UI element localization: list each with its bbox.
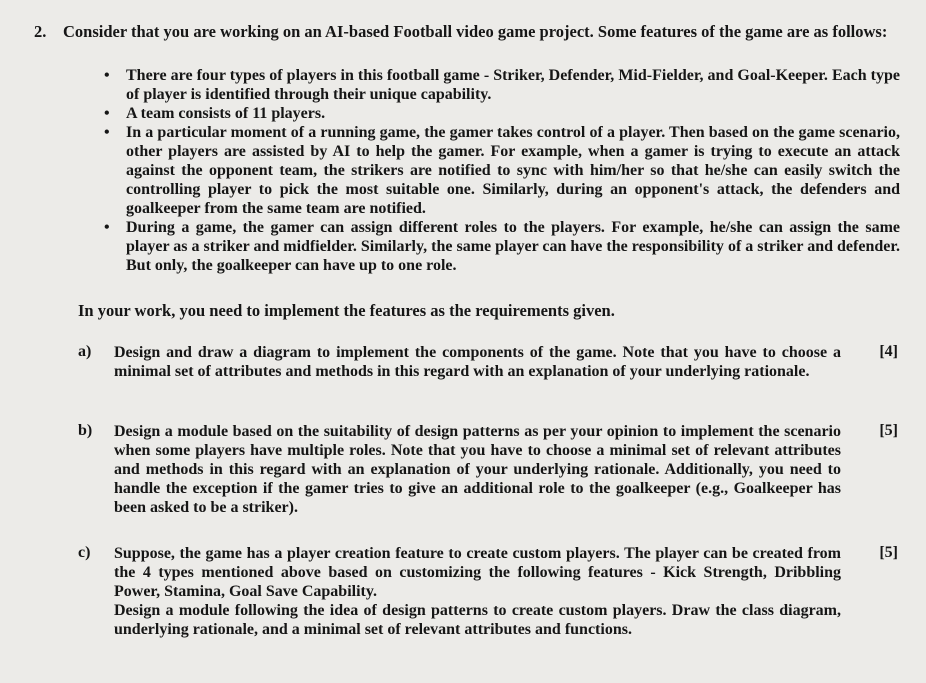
- bullet-icon: •: [104, 219, 110, 236]
- list-item: [100, 218, 900, 275]
- marks-badge: [5]: [879, 544, 898, 561]
- bullet-text: There are four types of players in this football game - Striker, Defender, Mid-Fielder, and Goal-Keeper. Each type of player is identified through their unique capability.: [126, 67, 900, 103]
- bullet-icon: •: [104, 67, 110, 84]
- marks-badge: [5]: [879, 422, 898, 439]
- marks-badge: [4]: [879, 343, 898, 360]
- subquestion-text-continued: Design a module following the idea of design patterns to create custom players. Draw the class diagram, underlying rationale, and a minimal set of relevant attributes and functions.: [114, 602, 841, 638]
- subquestion-text: Suppose, the game has a player creation feature to create custom players. The player can be created from the 4 types mentioned above based on customizing the following features - Kick Strength, Dribbling Power, Stamina, Goal Save Capability.: [114, 545, 841, 600]
- subquestion-text: Design a module based on the suitability of design patterns as per your opinion to implement the scenario when some players have multiple roles. Note that you have to choose a minimal set of relevant attributes and methods in this regard with an explanation of your underlying rationale. Additionally, you need to handle the exception if the gamer tries to give an additional role to the goalkeeper (e.g., Goalkeeper has been asked to be a striker).: [114, 423, 841, 516]
- subquestion-c: [78, 544, 898, 639]
- bullet-text: A team consists of 11 players.: [126, 105, 326, 122]
- subquestion-text: Design and draw a diagram to implement the components of the game. Note that you have to choose a minimal set of attributes and methods in this regard with an explanation of your underlying rationale.: [114, 344, 841, 380]
- subquestion-b: [78, 422, 898, 517]
- bullet-icon: •: [104, 124, 110, 141]
- subquestion-text-block: [114, 544, 841, 639]
- bullet-text: During a game, the gamer can assign different roles to the players. For example, he/she can assign the same player as a striker and midfielder. Similarly, the same player can have the responsibility of a striker and defender. But only, the goalkeeper can have up to one role.: [126, 219, 900, 274]
- subquestion-label: c): [78, 544, 91, 561]
- bullet-icon: •: [104, 105, 110, 122]
- question-stem: Consider that you are working on an AI-based Football video game project. Some features of the game are as follows:: [63, 22, 888, 41]
- question-number: 2.: [34, 22, 47, 41]
- bullet-text: In a particular moment of a running game, the gamer takes control of a player. Then based on the game scenario, other players are assisted by AI to help the gamer. For example, when a gamer is trying to execute an attack against the opponent team, the strikers are notified to sync with him/her so that he/she can easily switch the controlling player to pick the most suitable one. Similarly, during an opponent's attack, the defenders and goalkeeper from the same team are notified.: [126, 124, 900, 217]
- subquestion-label: b): [78, 422, 93, 439]
- list-item: [100, 104, 900, 123]
- list-item: [100, 123, 900, 218]
- feature-list: [100, 66, 900, 275]
- subquestion-label: a): [78, 343, 92, 360]
- subquestion-a: [78, 343, 898, 381]
- work-instruction: In your work, you need to implement the features as the requirements given.: [78, 301, 615, 320]
- list-item: [100, 66, 900, 104]
